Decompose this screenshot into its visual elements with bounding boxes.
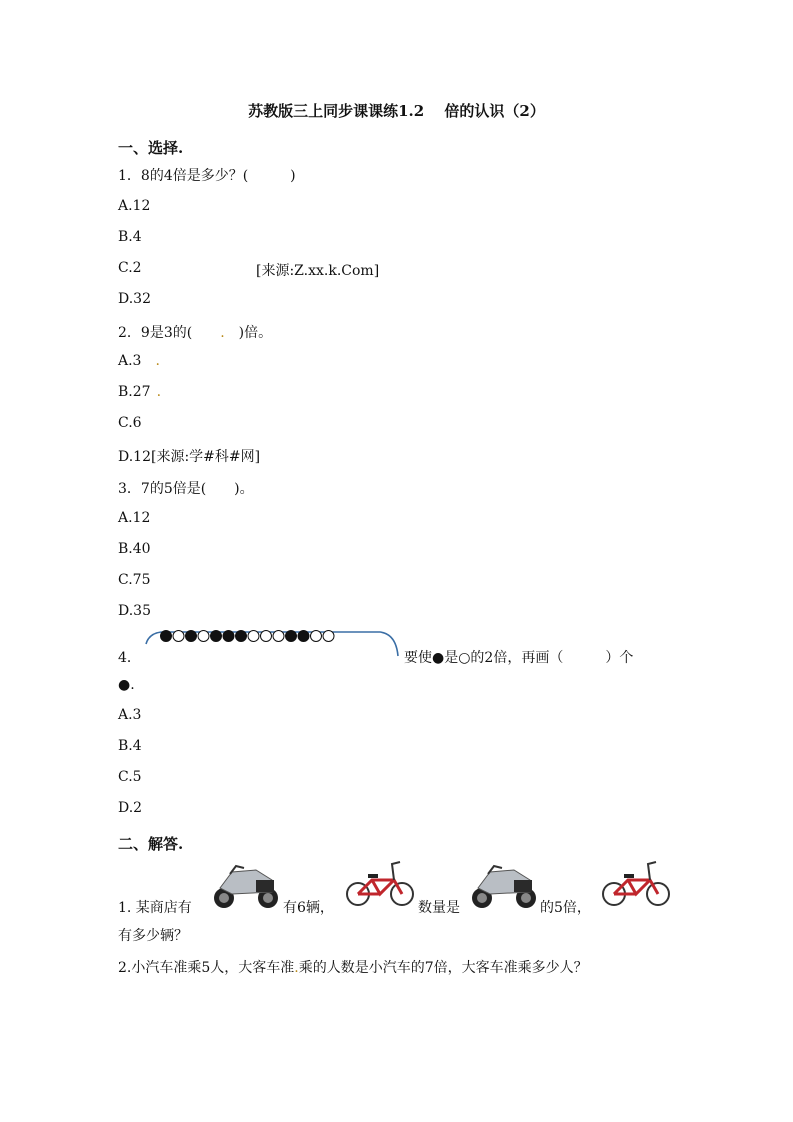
q3-stem: 3．7的5倍是( )。 <box>118 481 254 497</box>
q4-option-d: D.2 <box>118 800 143 816</box>
a1-part4: 的5倍， <box>540 900 591 916</box>
q2-option-b <box>118 384 161 400</box>
q2-stem <box>118 322 272 342</box>
q2-stem-dot: . <box>220 325 225 341</box>
source-note: [来源:Z.xx.k.Com] <box>256 263 380 279</box>
q3-option-c: C.75 <box>118 572 151 588</box>
a2-stem-pre: 2.小汽车准乘5人，大客车准 <box>118 960 295 976</box>
a2-stem-post: 乘的人数是小汽车的7倍，大客车准乘多少人？ <box>298 960 588 976</box>
filled-circle <box>161 631 172 642</box>
q1-option-a: A.12 <box>118 198 151 214</box>
q3-option-d: D.35 <box>118 603 151 619</box>
q3-option-b: B.40 <box>118 541 151 557</box>
empty-circle <box>173 631 184 642</box>
page-title: 苏教版三上同步课课练1.2 倍的认识（2） <box>248 102 545 120</box>
bicycle-icon <box>600 856 672 910</box>
q2-stem-post: )倍。 <box>224 325 273 341</box>
filled-circle <box>186 631 197 642</box>
a1-part2: 有6辆， <box>283 900 334 916</box>
empty-circle <box>311 631 322 642</box>
filled-circle <box>211 631 222 642</box>
empty-circle <box>261 631 272 642</box>
a1-part1: 1. 某商店有 <box>118 900 192 916</box>
q2-option-c: C.6 <box>118 415 142 431</box>
empty-circle <box>198 631 209 642</box>
section-heading-choice: 一、选择. <box>118 139 184 157</box>
q1-option-c: C.2 <box>118 260 142 276</box>
stray-dot: . <box>155 353 160 369</box>
q3-option-a: A.12 <box>118 510 151 526</box>
empty-circle <box>248 631 259 642</box>
q1-option-d: D.32 <box>118 291 151 307</box>
q2-option-a-text: A.3 <box>118 353 142 369</box>
q4-number: 4． <box>118 650 141 666</box>
motorcycle-icon <box>468 862 540 910</box>
q1-stem: 1．8的4倍是多少？( ) <box>118 168 296 184</box>
stray-dot: . <box>156 384 162 400</box>
motorcycle-icon <box>210 862 282 910</box>
q4-option-c: C.5 <box>118 769 142 785</box>
q2-option-a <box>118 353 160 369</box>
a1-part3: 数量是 <box>418 900 460 916</box>
circle-chain-figure <box>140 626 400 662</box>
q4-stem-continued: ●. <box>118 677 135 693</box>
q4-option-a: A.3 <box>118 707 142 723</box>
a1-line2: 有多少辆？ <box>118 928 188 944</box>
empty-circle <box>323 631 334 642</box>
q1-option-b: B.4 <box>118 229 142 245</box>
empty-circle <box>273 631 284 642</box>
q2-stem-pre: 2．9是3的( <box>118 325 221 341</box>
q4-stem: 要使●是○的2倍，再画（ ）个 <box>404 650 634 666</box>
bicycle-icon <box>344 856 416 910</box>
filled-circle <box>223 631 234 642</box>
filled-circle <box>286 631 297 642</box>
q2-option-d: D.12[来源:学#科#网] <box>118 449 261 465</box>
q4-option-b: B.4 <box>118 738 142 754</box>
a2-stem-dot: . <box>294 960 299 976</box>
a2-stem <box>118 957 588 977</box>
filled-circle <box>298 631 309 642</box>
section-heading-answer: 二、解答. <box>118 835 184 853</box>
q2-option-b-text: B.27 <box>118 384 151 400</box>
filled-circle <box>236 631 247 642</box>
